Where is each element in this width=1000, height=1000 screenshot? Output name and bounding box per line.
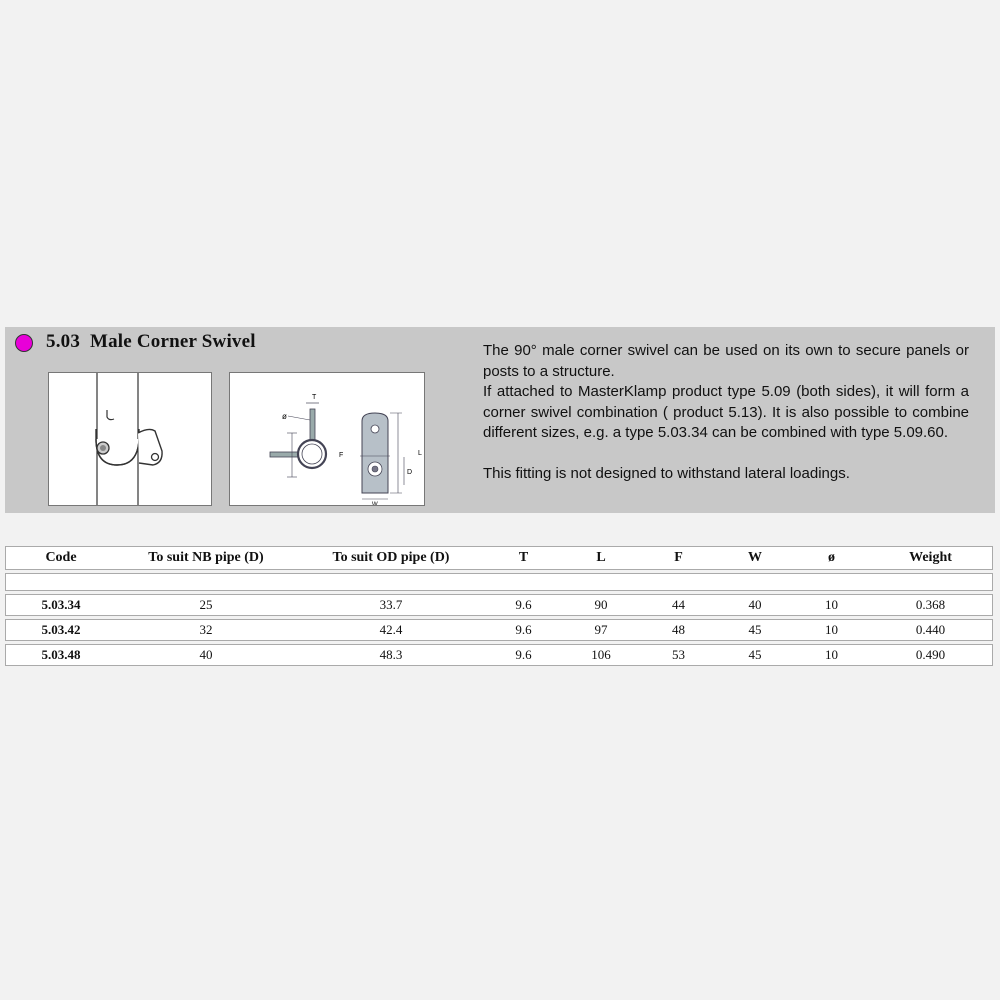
swivel-clamp-illustration xyxy=(49,373,212,506)
product-number: 5.03 xyxy=(46,331,81,352)
faded-cell xyxy=(869,573,993,591)
cell-dia: 10 xyxy=(794,644,869,666)
spec-table xyxy=(5,543,993,669)
cell-f: 44 xyxy=(641,594,716,616)
cell-weight: 0.368 xyxy=(869,594,993,616)
dim-label-t: T xyxy=(312,394,317,401)
col-header-nb-pipe: To suit NB pipe (D) xyxy=(116,546,296,570)
description-paragraph-3: This fitting is not designed to withstand lateral loadings. xyxy=(483,464,850,482)
table-row xyxy=(5,594,993,616)
dim-label-l: L xyxy=(418,450,422,457)
faded-cell xyxy=(794,573,869,591)
faded-cell xyxy=(486,573,561,591)
faded-cell xyxy=(641,573,716,591)
col-header-code: Code xyxy=(5,546,116,570)
cell-code: 5.03.34 xyxy=(5,594,116,616)
cell-code: 5.03.42 xyxy=(5,619,116,641)
cell-l: 106 xyxy=(561,644,641,666)
cell-weight: 0.440 xyxy=(869,619,993,641)
col-header-weight: Weight xyxy=(869,546,993,570)
cell-nb-pipe: 40 xyxy=(116,644,296,666)
faded-cell xyxy=(5,573,116,591)
cell-nb-pipe: 25 xyxy=(116,594,296,616)
cell-w: 45 xyxy=(716,619,794,641)
table-row xyxy=(5,644,993,666)
cell-w: 45 xyxy=(716,644,794,666)
cell-w: 40 xyxy=(716,594,794,616)
cell-f: 53 xyxy=(641,644,716,666)
cell-t: 9.6 xyxy=(486,619,561,641)
table-row xyxy=(5,619,993,641)
cell-weight: 0.490 xyxy=(869,644,993,666)
product-description xyxy=(483,341,969,484)
product-bullet-icon xyxy=(15,334,33,352)
cell-code: 5.03.48 xyxy=(5,644,116,666)
col-header-t: T xyxy=(486,546,561,570)
faded-cell xyxy=(716,573,794,591)
description-paragraph-1: The 90° male corner swivel can be used on its own to secure panels or posts to a structure. xyxy=(483,342,969,380)
product-name: Male Corner Swivel xyxy=(89,331,256,352)
cell-dia: 10 xyxy=(794,619,869,641)
table-header-row xyxy=(5,546,993,570)
technical-drawing xyxy=(229,372,425,506)
cell-od-pipe: 33.7 xyxy=(296,594,486,616)
dim-label-dia: ø xyxy=(282,412,287,421)
col-header-l: L xyxy=(561,546,641,570)
dim-label-d: D xyxy=(407,469,413,476)
col-header-dia: ø xyxy=(794,546,869,570)
description-paragraph-2: If attached to MasterKlamp product type 5.09 (both sides), it will form a corner swivel combination ( product 5.13). It is also possible to combine different sizes, e.g. a type 5.03.34 can be combined with type 5.09.60. xyxy=(483,383,969,441)
cell-dia: 10 xyxy=(794,594,869,616)
col-header-od-pipe: To suit OD pipe (D) xyxy=(296,546,486,570)
dim-label-f: F xyxy=(339,452,344,459)
cell-od-pipe: 48.3 xyxy=(296,644,486,666)
dim-label-w: W xyxy=(372,502,378,506)
product-photo xyxy=(48,372,212,506)
cell-od-pipe: 42.4 xyxy=(296,619,486,641)
col-header-f: F xyxy=(641,546,716,570)
cell-t: 9.6 xyxy=(486,594,561,616)
cell-nb-pipe: 32 xyxy=(116,619,296,641)
faded-cell xyxy=(116,573,296,591)
dimension-drawing xyxy=(230,373,425,506)
faded-cell xyxy=(296,573,486,591)
spec-table-wrapper xyxy=(5,543,993,669)
cell-l: 97 xyxy=(561,619,641,641)
product-title xyxy=(46,331,256,353)
product-panel xyxy=(5,327,995,513)
faded-row xyxy=(5,573,993,591)
cell-t: 9.6 xyxy=(486,644,561,666)
cell-l: 90 xyxy=(561,594,641,616)
cell-f: 48 xyxy=(641,619,716,641)
faded-cell xyxy=(561,573,641,591)
col-header-w: W xyxy=(716,546,794,570)
